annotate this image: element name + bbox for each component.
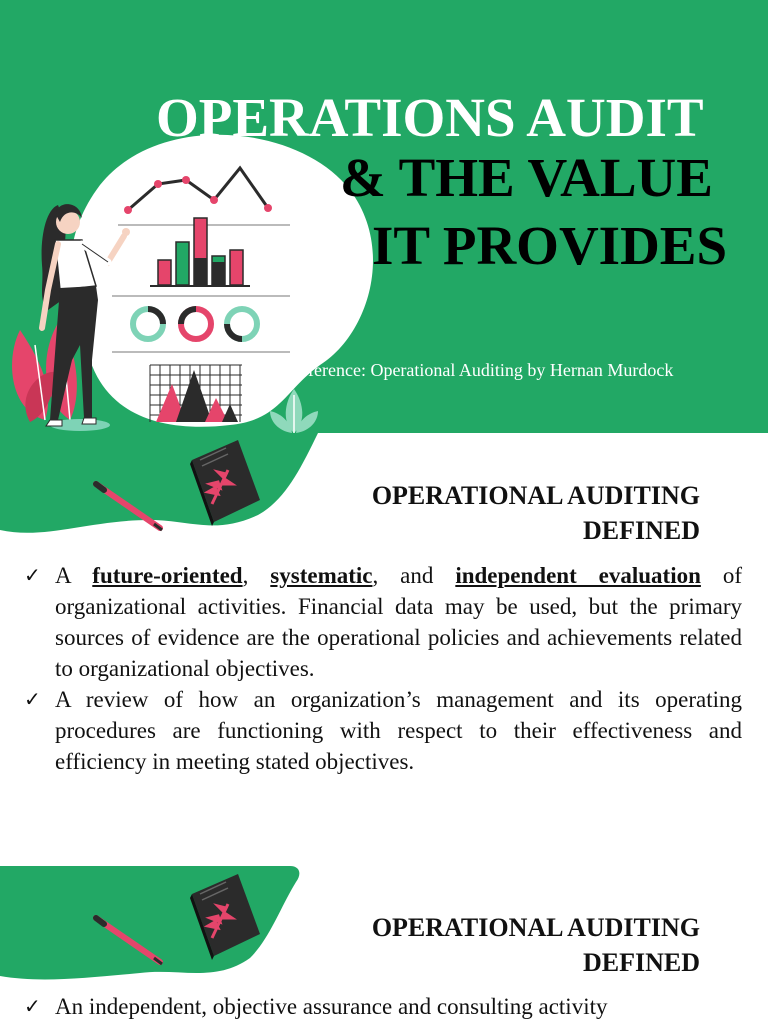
section-heading-line-2: DEFINED	[582, 948, 700, 977]
list-item: ✓ A future-oriented, systematic, and independent evaluation of organizational activities. Financial data may be used, but the primary sources of evidence are the operational policies and achievements related to organizational objectives.	[24, 560, 742, 684]
title-line-1: OPERATIONS AUDIT	[156, 87, 704, 148]
pencil-icon	[96, 918, 162, 964]
slide-2	[0, 848, 768, 1024]
book-icon	[190, 874, 260, 960]
area-chart-icon	[150, 365, 242, 422]
book-and-pencil-illustration	[88, 872, 268, 972]
term-future-oriented: future-oriented	[92, 563, 243, 588]
section-heading-line-1: OPERATIONAL AUDITING	[371, 481, 700, 510]
book-icon	[190, 440, 260, 526]
check-icon: ✓	[24, 687, 41, 711]
list-item: ✓ A review of how an organization’s management and its operating procedures are functioning with respect to their effectiveness and efficiency in meeting stated objectives.	[24, 684, 742, 777]
definition-list	[24, 560, 742, 777]
line-chart-icon	[124, 168, 272, 214]
pencil-icon	[96, 484, 162, 530]
book-and-pencil-illustration	[88, 438, 268, 538]
definition-list	[24, 991, 742, 1022]
section-heading	[280, 478, 700, 548]
donut-chart-icon	[133, 309, 257, 339]
section-heading	[280, 910, 700, 980]
bar-chart-icon	[150, 218, 250, 286]
term-independent-evaluation: independent evaluation	[455, 563, 701, 588]
list-item: ✓ An independent, objective assurance and consulting activity	[24, 991, 742, 1022]
check-icon: ✓	[24, 994, 41, 1018]
reference-text: Reference: Operational Auditing by Hernan Murdock	[288, 360, 674, 380]
leaf-icon	[268, 385, 320, 435]
woman-presenter-icon	[42, 204, 130, 431]
title-line-3: IT PROVIDES	[372, 215, 728, 276]
section-heading-line-1: OPERATIONAL AUDITING	[371, 913, 700, 942]
check-icon: ✓	[24, 563, 41, 587]
title-line-2: & THE VALUE	[340, 147, 713, 208]
term-systematic: systematic	[270, 563, 373, 588]
section-heading-line-2: DEFINED	[582, 516, 700, 545]
